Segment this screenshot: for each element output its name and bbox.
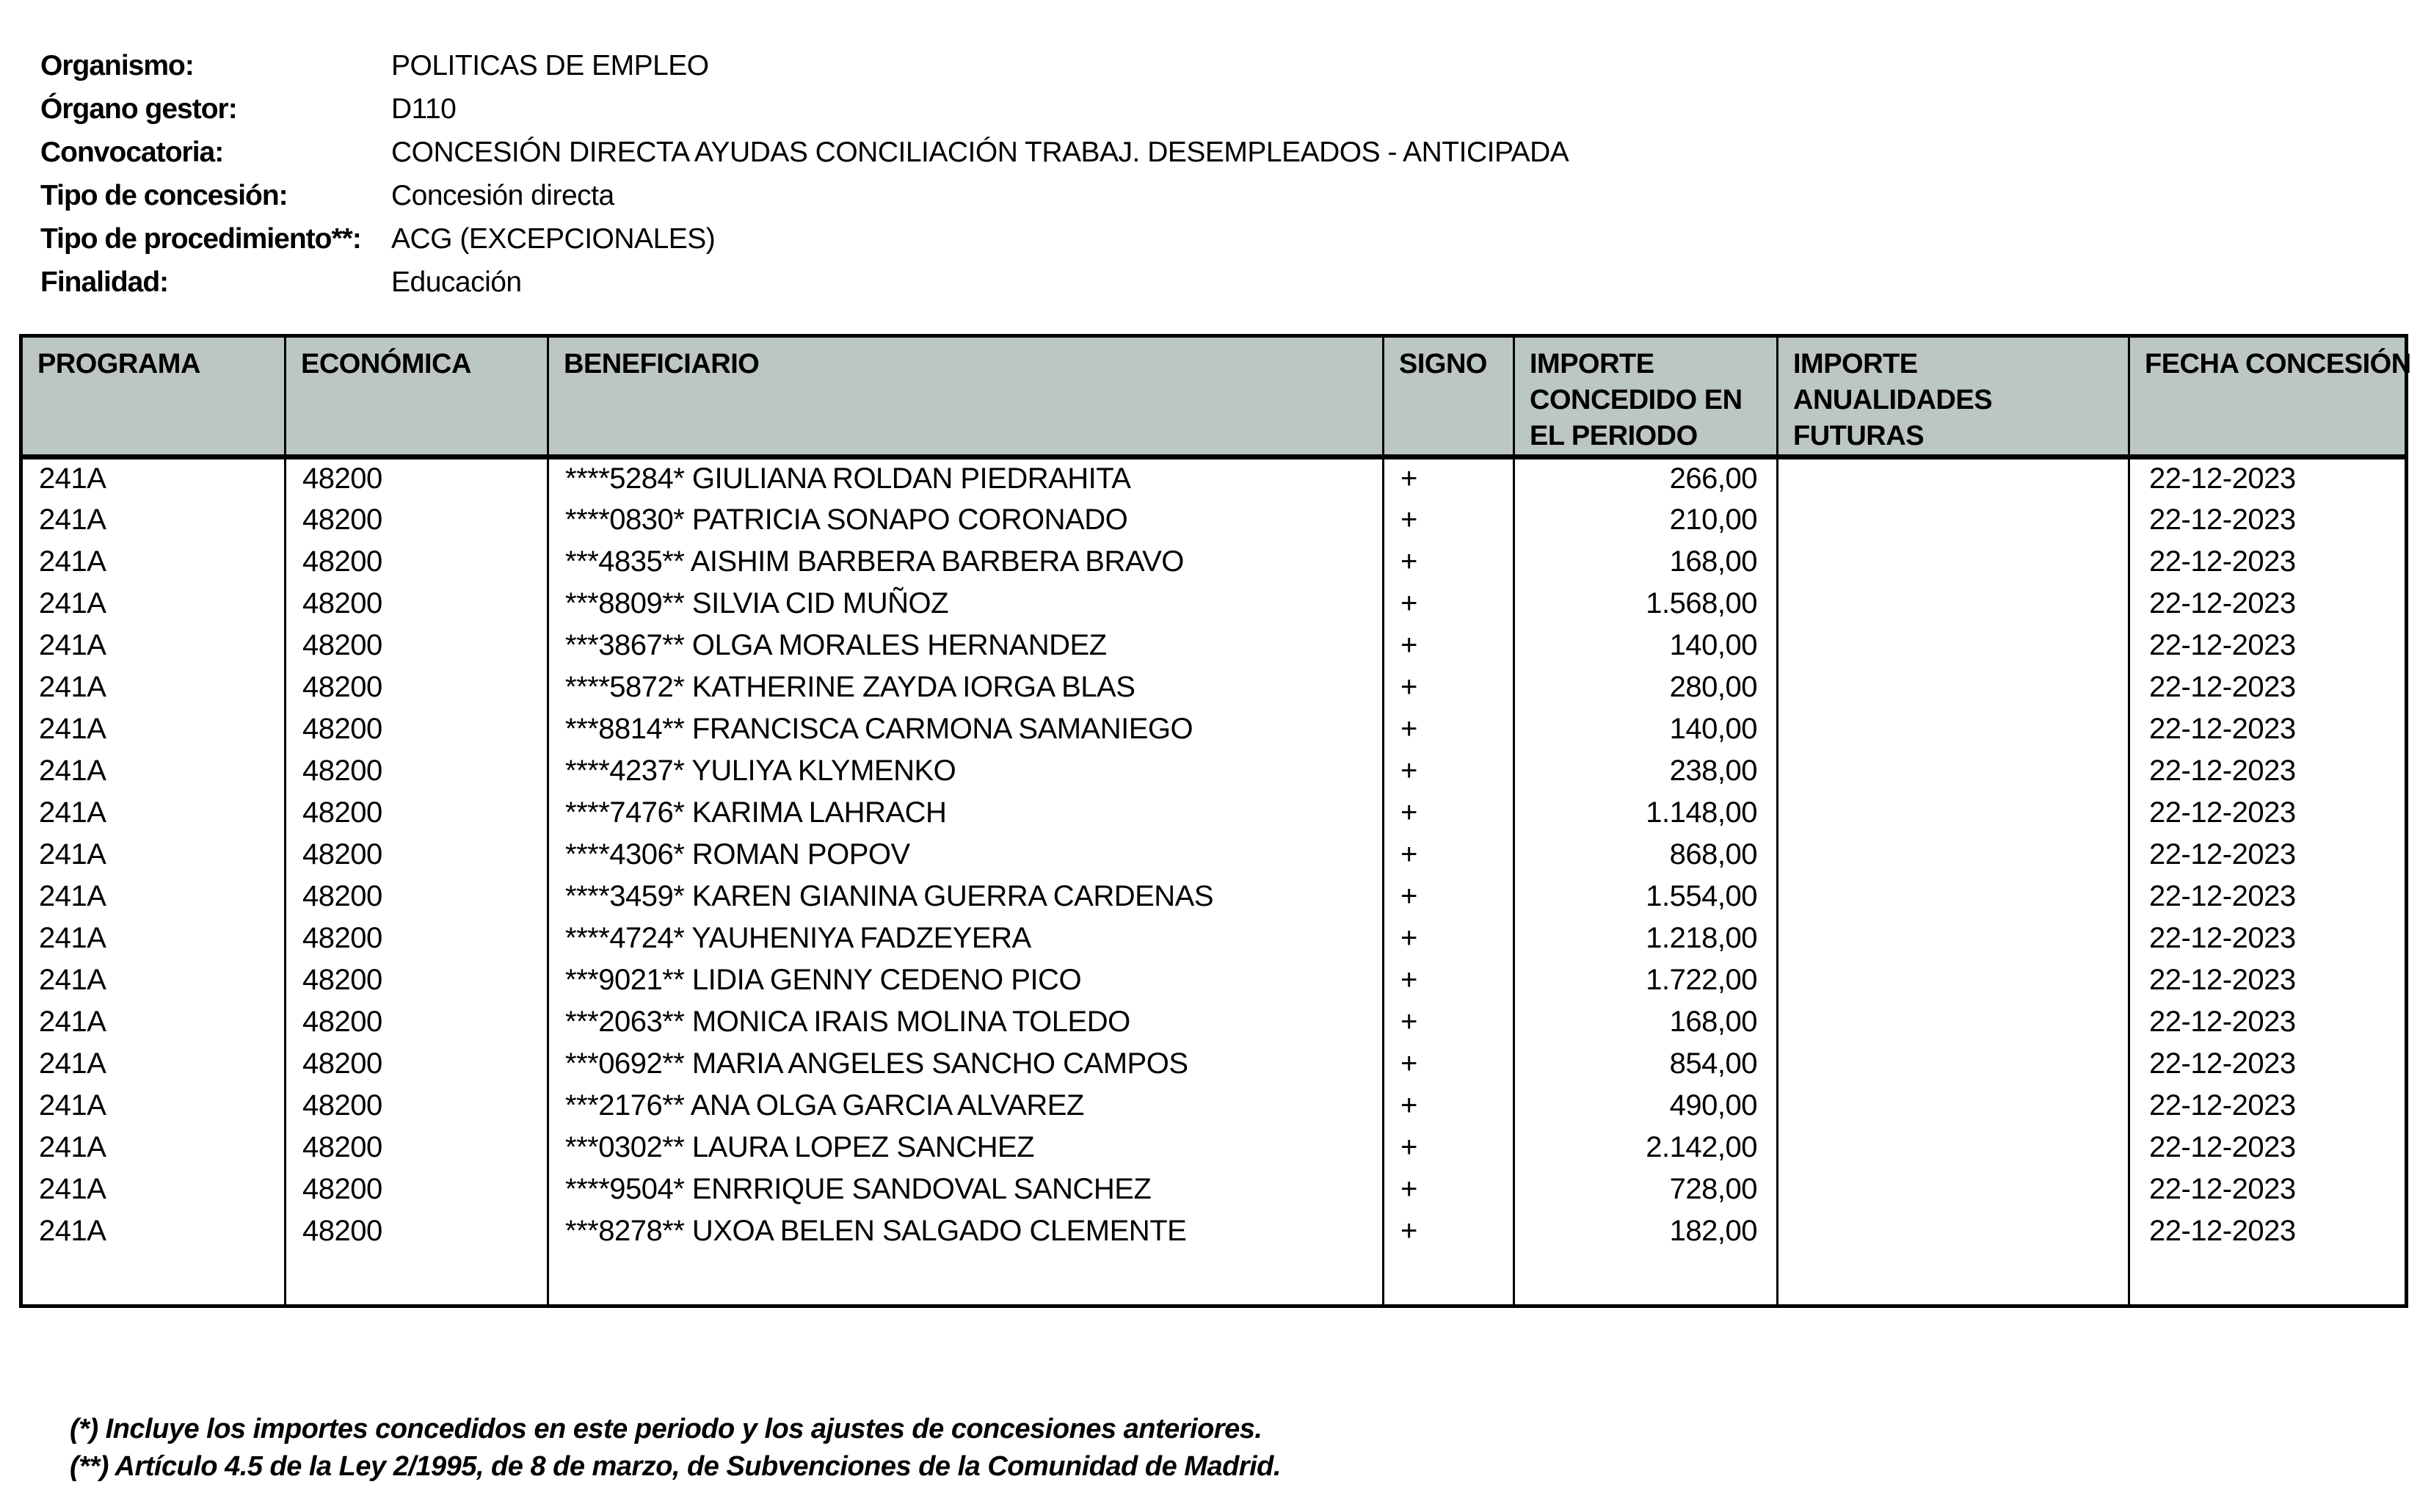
cell-signo: + <box>1384 541 1514 583</box>
col-header-beneficiario: BENEFICIARIO <box>548 336 1384 457</box>
cell-importe-anualidades <box>1778 959 2129 1001</box>
col-header-fecha-concesion: FECHA CONCESIÓN <box>2129 336 2407 457</box>
cell-importe-anualidades <box>1778 708 2129 750</box>
cell-economica: 48200 <box>286 1085 548 1127</box>
cell-importe-concedido: 238,00 <box>1514 750 1778 792</box>
cell-importe-anualidades <box>1778 499 2129 541</box>
cell-programa: 241A <box>21 876 286 917</box>
metadata-label: Convocatoria: <box>40 136 224 168</box>
cell-beneficiario: ****4237* YULIYA KLYMENKO <box>548 750 1384 792</box>
cell-beneficiario: ****4724* YAUHENIYA FADZEYERA <box>548 917 1384 959</box>
metadata-label: Organismo: <box>40 49 194 81</box>
cell-beneficiario: ****4306* ROMAN POPOV <box>548 834 1384 876</box>
table-row <box>21 708 2407 750</box>
cell-importe-concedido: 728,00 <box>1514 1168 1778 1210</box>
metadata-label: Finalidad: <box>40 266 169 298</box>
cell-programa: 241A <box>21 1001 286 1043</box>
table-row <box>21 792 2407 834</box>
metadata-row <box>40 44 1569 87</box>
cell-importe-concedido: 280,00 <box>1514 666 1778 708</box>
cell-fecha-concesion: 22-12-2023 <box>2129 499 2407 541</box>
cell-fecha-concesion: 22-12-2023 <box>2129 1043 2407 1085</box>
cell-programa: 241A <box>21 1043 286 1085</box>
col-header-importe-periodo: IMPORTE CONCEDIDO EN EL PERIODO <box>1514 336 1778 457</box>
cell-fecha-concesion: 22-12-2023 <box>2129 1127 2407 1168</box>
cell-economica: 48200 <box>286 834 548 876</box>
table-header-row <box>21 336 2407 457</box>
cell-importe-concedido: 1.554,00 <box>1514 876 1778 917</box>
cell-importe-anualidades <box>1778 834 2129 876</box>
table-row <box>21 917 2407 959</box>
cell-importe-concedido: 168,00 <box>1514 541 1778 583</box>
cell-fecha-concesion: 22-12-2023 <box>2129 583 2407 625</box>
cell-importe-concedido: 490,00 <box>1514 1085 1778 1127</box>
table-row <box>21 583 2407 625</box>
cell-programa: 241A <box>21 750 286 792</box>
col-header-signo: SIGNO <box>1384 336 1514 457</box>
cell-programa: 241A <box>21 583 286 625</box>
cell-importe-anualidades <box>1778 1001 2129 1043</box>
cell-programa: 241A <box>21 541 286 583</box>
cell-fecha-concesion: 22-12-2023 <box>2129 1085 2407 1127</box>
footnotes <box>70 1411 1281 1486</box>
cell-signo: + <box>1384 1168 1514 1210</box>
cell-signo: + <box>1384 499 1514 541</box>
cell-beneficiario: ***0692** MARIA ANGELES SANCHO CAMPOS <box>548 1043 1384 1085</box>
cell-beneficiario: ***2063** MONICA IRAIS MOLINA TOLEDO <box>548 1001 1384 1043</box>
cell-programa: 241A <box>21 1168 286 1210</box>
table-bottom-spacer <box>21 1252 2407 1306</box>
table-body <box>21 457 2407 1252</box>
cell-signo: + <box>1384 625 1514 666</box>
cell-beneficiario: ***3867** OLGA MORALES HERNANDEZ <box>548 625 1384 666</box>
cell-beneficiario: ***8278** UXOA BELEN SALGADO CLEMENTE <box>548 1210 1384 1252</box>
cell-programa: 241A <box>21 666 286 708</box>
table-row <box>21 541 2407 583</box>
table-row <box>21 625 2407 666</box>
cell-importe-anualidades <box>1778 541 2129 583</box>
cell-economica: 48200 <box>286 750 548 792</box>
cell-beneficiario: ****3459* KAREN GIANINA GUERRA CARDENAS <box>548 876 1384 917</box>
cell-fecha-concesion: 22-12-2023 <box>2129 834 2407 876</box>
metadata-row <box>40 261 1569 304</box>
cell-beneficiario: ***2176** ANA OLGA GARCIA ALVAREZ <box>548 1085 1384 1127</box>
cell-programa: 241A <box>21 708 286 750</box>
col-header-importe-anualidades: IMPORTE ANUALIDADES FUTURAS <box>1778 336 2129 457</box>
cell-signo: + <box>1384 959 1514 1001</box>
cell-importe-concedido: 868,00 <box>1514 834 1778 876</box>
cell-fecha-concesion: 22-12-2023 <box>2129 708 2407 750</box>
cell-economica: 48200 <box>286 583 548 625</box>
cell-economica: 48200 <box>286 1001 548 1043</box>
cell-signo: + <box>1384 792 1514 834</box>
cell-fecha-concesion: 22-12-2023 <box>2129 1210 2407 1252</box>
cell-economica: 48200 <box>286 959 548 1001</box>
cell-fecha-concesion: 22-12-2023 <box>2129 457 2407 499</box>
cell-beneficiario: ***4835** AISHIM BARBERA BARBERA BRAVO <box>548 541 1384 583</box>
metadata-value: Educación <box>391 266 522 298</box>
table-row <box>21 1085 2407 1127</box>
cell-fecha-concesion: 22-12-2023 <box>2129 541 2407 583</box>
cell-importe-concedido: 140,00 <box>1514 625 1778 666</box>
metadata-value: Concesión directa <box>391 179 614 211</box>
cell-economica: 48200 <box>286 625 548 666</box>
cell-importe-concedido: 182,00 <box>1514 1210 1778 1252</box>
cell-importe-anualidades <box>1778 1168 2129 1210</box>
cell-importe-anualidades <box>1778 583 2129 625</box>
cell-fecha-concesion: 22-12-2023 <box>2129 666 2407 708</box>
table-row <box>21 1210 2407 1252</box>
cell-economica: 48200 <box>286 457 548 499</box>
metadata-label: Tipo de procedimiento**: <box>40 222 361 255</box>
cell-signo: + <box>1384 583 1514 625</box>
cell-economica: 48200 <box>286 541 548 583</box>
cell-importe-concedido: 2.142,00 <box>1514 1127 1778 1168</box>
cell-beneficiario: ***8809** SILVIA CID MUÑOZ <box>548 583 1384 625</box>
cell-signo: + <box>1384 834 1514 876</box>
metadata-row <box>40 87 1569 131</box>
spacer-row <box>21 1252 2407 1306</box>
cell-importe-anualidades <box>1778 750 2129 792</box>
metadata-value: CONCESIÓN DIRECTA AYUDAS CONCILIACIÓN TRABAJ. DESEMPLEADOS - ANTICIPADA <box>391 136 1569 168</box>
cell-beneficiario: ****7476* KARIMA LAHRACH <box>548 792 1384 834</box>
cell-beneficiario: ****9504* ENRRIQUE SANDOVAL SANCHEZ <box>548 1168 1384 1210</box>
cell-importe-concedido: 854,00 <box>1514 1043 1778 1085</box>
cell-fecha-concesion: 22-12-2023 <box>2129 792 2407 834</box>
table-row <box>21 959 2407 1001</box>
cell-fecha-concesion: 22-12-2023 <box>2129 625 2407 666</box>
metadata-value: D110 <box>391 92 457 125</box>
table-row <box>21 834 2407 876</box>
cell-signo: + <box>1384 917 1514 959</box>
table-row <box>21 1168 2407 1210</box>
cell-importe-anualidades <box>1778 666 2129 708</box>
metadata-label: Tipo de concesión: <box>40 179 288 211</box>
footnote: (**) Artículo 4.5 de la Ley 2/1995, de 8 de marzo, de Subvenciones de la Comunidad de Madrid. <box>70 1451 1281 1482</box>
cell-fecha-concesion: 22-12-2023 <box>2129 1168 2407 1210</box>
cell-fecha-concesion: 22-12-2023 <box>2129 917 2407 959</box>
cell-economica: 48200 <box>286 1210 548 1252</box>
cell-economica: 48200 <box>286 1043 548 1085</box>
cell-fecha-concesion: 22-12-2023 <box>2129 750 2407 792</box>
cell-programa: 241A <box>21 1127 286 1168</box>
cell-programa: 241A <box>21 917 286 959</box>
table-row <box>21 666 2407 708</box>
cell-economica: 48200 <box>286 792 548 834</box>
cell-economica: 48200 <box>286 917 548 959</box>
cell-fecha-concesion: 22-12-2023 <box>2129 959 2407 1001</box>
cell-signo: + <box>1384 1001 1514 1043</box>
table-row <box>21 1001 2407 1043</box>
table-row <box>21 499 2407 541</box>
cell-importe-concedido: 1.218,00 <box>1514 917 1778 959</box>
cell-importe-anualidades <box>1778 1043 2129 1085</box>
cell-importe-concedido: 1.568,00 <box>1514 583 1778 625</box>
cell-importe-anualidades <box>1778 1127 2129 1168</box>
cell-importe-anualidades <box>1778 457 2129 499</box>
table-row <box>21 457 2407 499</box>
cell-beneficiario: ****0830* PATRICIA SONAPO CORONADO <box>548 499 1384 541</box>
cell-importe-anualidades <box>1778 917 2129 959</box>
cell-economica: 48200 <box>286 1127 548 1168</box>
col-header-programa: PROGRAMA <box>21 336 286 457</box>
cell-beneficiario: ***8814** FRANCISCA CARMONA SAMANIEGO <box>548 708 1384 750</box>
cell-programa: 241A <box>21 499 286 541</box>
footnote: (*) Incluye los importes concedidos en este periodo y los ajustes de concesiones anteriores. <box>70 1414 1262 1444</box>
cell-programa: 241A <box>21 834 286 876</box>
cell-signo: + <box>1384 1127 1514 1168</box>
cell-importe-anualidades <box>1778 792 2129 834</box>
table-row <box>21 750 2407 792</box>
cell-beneficiario: ***0302** LAURA LOPEZ SANCHEZ <box>548 1127 1384 1168</box>
cell-programa: 241A <box>21 1085 286 1127</box>
cell-signo: + <box>1384 1085 1514 1127</box>
cell-programa: 241A <box>21 959 286 1001</box>
cell-signo: + <box>1384 750 1514 792</box>
table-row <box>21 876 2407 917</box>
cell-signo: + <box>1384 876 1514 917</box>
cell-beneficiario: ****5284* GIULIANA ROLDAN PIEDRAHITA <box>548 457 1384 499</box>
metadata-row <box>40 217 1569 261</box>
col-header-economica: ECONÓMICA <box>286 336 548 457</box>
cell-signo: + <box>1384 457 1514 499</box>
cell-fecha-concesion: 22-12-2023 <box>2129 876 2407 917</box>
cell-importe-anualidades <box>1778 625 2129 666</box>
cell-economica: 48200 <box>286 666 548 708</box>
cell-importe-anualidades <box>1778 1085 2129 1127</box>
metadata-block <box>40 44 1569 304</box>
metadata-value: POLITICAS DE EMPLEO <box>391 49 709 81</box>
metadata-label: Órgano gestor: <box>40 92 237 125</box>
cell-signo: + <box>1384 1043 1514 1085</box>
cell-beneficiario: ****5872* KATHERINE ZAYDA IORGA BLAS <box>548 666 1384 708</box>
grants-table <box>19 334 2411 1308</box>
metadata-row <box>40 131 1569 174</box>
metadata-value: ACG (EXCEPCIONALES) <box>391 222 716 255</box>
cell-programa: 241A <box>21 457 286 499</box>
cell-beneficiario: ***9021** LIDIA GENNY CEDENO PICO <box>548 959 1384 1001</box>
cell-importe-concedido: 1.722,00 <box>1514 959 1778 1001</box>
cell-economica: 48200 <box>286 499 548 541</box>
cell-importe-concedido: 168,00 <box>1514 1001 1778 1043</box>
cell-importe-concedido: 1.148,00 <box>1514 792 1778 834</box>
cell-signo: + <box>1384 708 1514 750</box>
metadata-row <box>40 174 1569 217</box>
cell-economica: 48200 <box>286 1168 548 1210</box>
cell-programa: 241A <box>21 1210 286 1252</box>
table-row <box>21 1043 2407 1085</box>
cell-importe-concedido: 140,00 <box>1514 708 1778 750</box>
cell-importe-concedido: 266,00 <box>1514 457 1778 499</box>
cell-economica: 48200 <box>286 876 548 917</box>
cell-programa: 241A <box>21 625 286 666</box>
cell-importe-anualidades <box>1778 876 2129 917</box>
table-row <box>21 1127 2407 1168</box>
cell-signo: + <box>1384 666 1514 708</box>
cell-programa: 241A <box>21 792 286 834</box>
cell-signo: + <box>1384 1210 1514 1252</box>
cell-importe-concedido: 210,00 <box>1514 499 1778 541</box>
cell-fecha-concesion: 22-12-2023 <box>2129 1001 2407 1043</box>
cell-economica: 48200 <box>286 708 548 750</box>
cell-importe-anualidades <box>1778 1210 2129 1252</box>
